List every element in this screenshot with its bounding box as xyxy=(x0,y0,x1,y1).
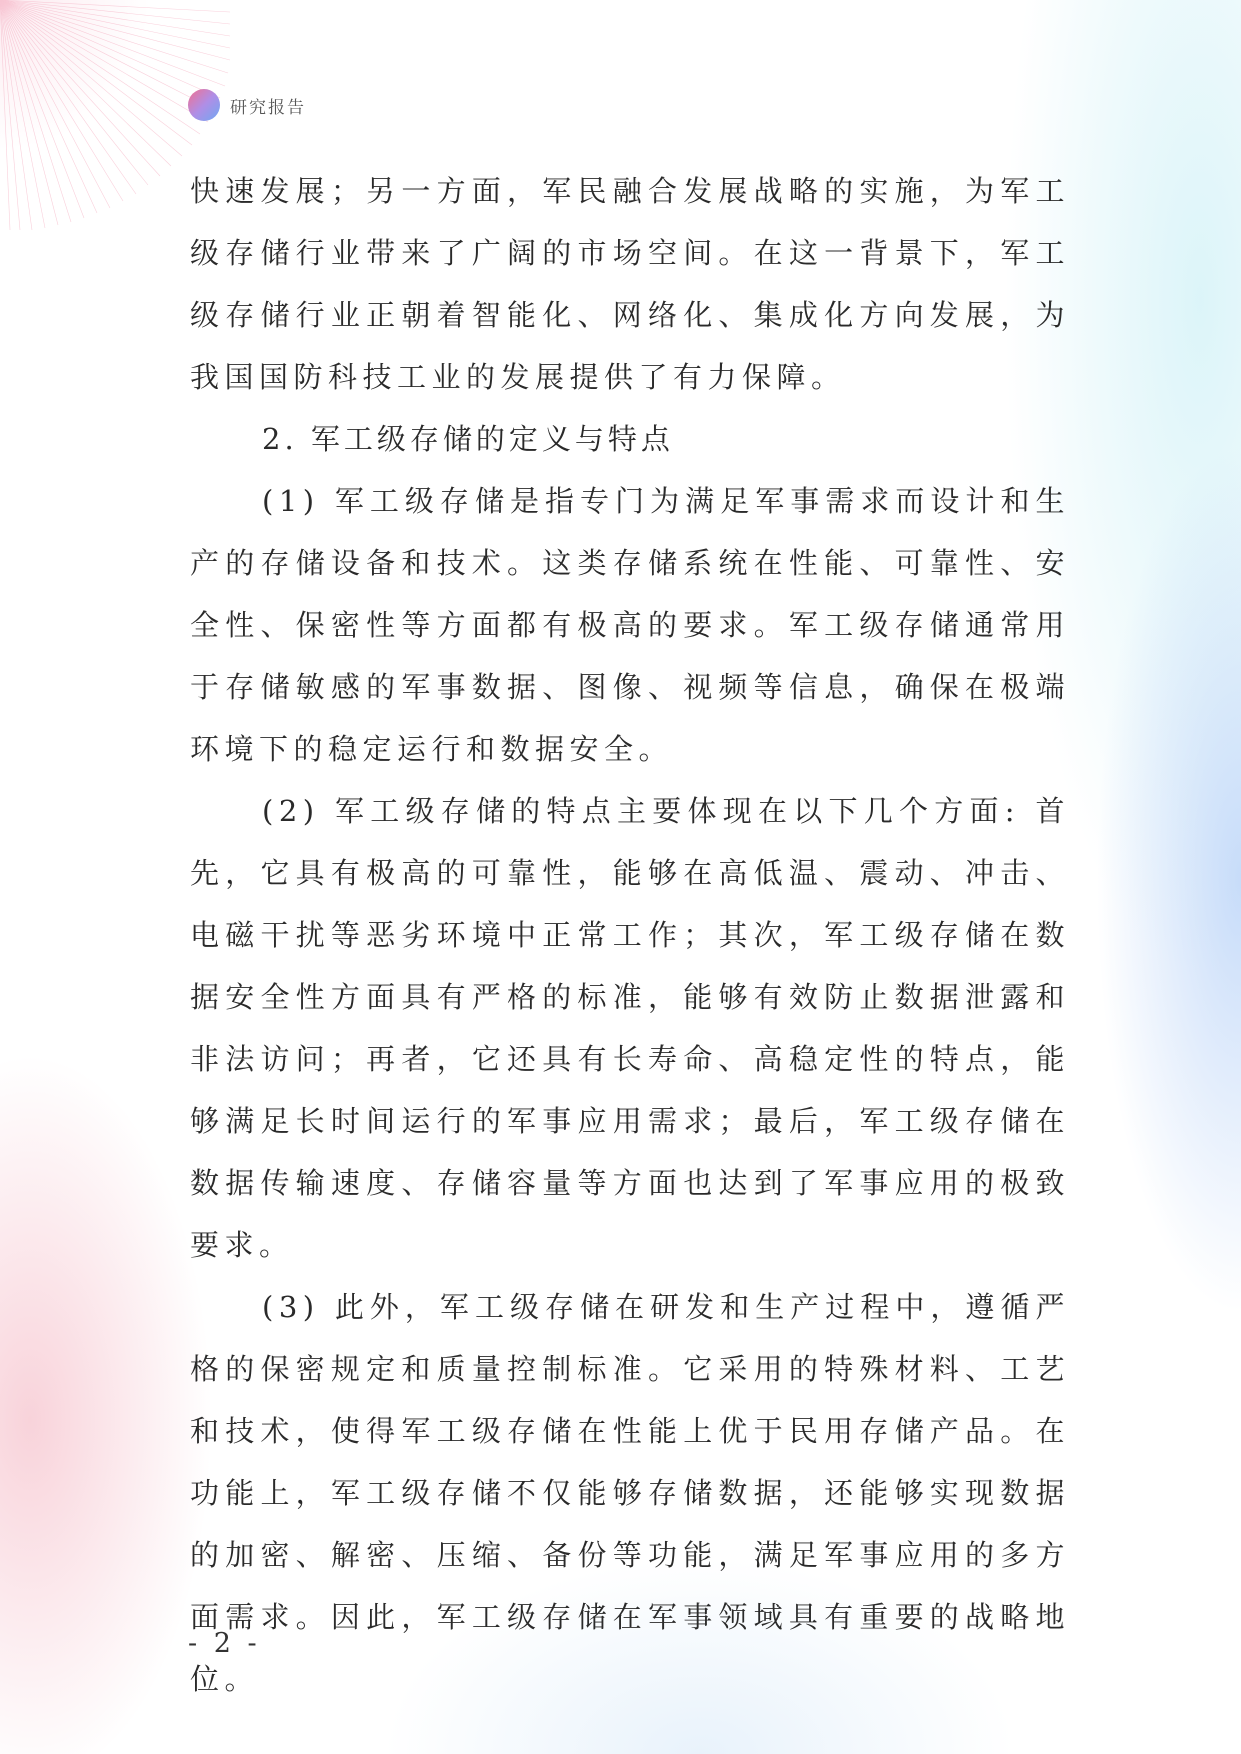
report-logo-icon xyxy=(188,89,220,121)
document-body xyxy=(190,160,1070,1710)
section-heading: 2. 军工级存储的定义与特点 xyxy=(262,422,674,456)
report-header xyxy=(188,89,306,121)
paragraph-continuation: 快速发展；另一方面，军民融合发展战略的实施，为军工级存储行业带来了广阔的市场空间。在这一背景下，军工级存储行业正朝着智能化、网络化、集成化方向发展，为我国国防科技工业的发展提供了有力保障。 xyxy=(190,174,1070,394)
paragraph-characteristics: (2) 军工级存储的特点主要体现在以下几个方面: 首先，它具有极高的可靠性，能够在高低温、震动、冲击、电磁干扰等恶劣环境中正常工作；其次，军工级存储在数据安全性方面具有严格的标准，能够有效防止数据泄露和非法访问；再者，它还具有长寿命、高稳定性的特点，能够满足长时间运行的军事应用需求；最后，军工级存储在数据传输速度、存储容量等方面也达到了军事应用的极致要求。 xyxy=(190,794,1070,1262)
page-number: - 2 - xyxy=(188,1628,261,1659)
paragraph-additional: (3) 此外，军工级存储在研发和生产过程中，遵循严格的保密规定和质量控制标准。它采用的特殊材料、工艺和技术，使得军工级存储在性能上优于民用存储产品。在功能上，军工级存储不仅能够存储数据，还能够实现数据的加密、解密、压缩、备份等功能，满足军事应用的多方面需求。因此，军工级存储在军事领域具有重要的战略地位。 xyxy=(190,1290,1070,1696)
report-header-title: 研究报告 xyxy=(230,97,306,118)
paragraph-definition: (1) 军工级存储是指专门为满足军事需求而设计和生产的存储设备和技术。这类存储系统在性能、可靠性、安全性、保密性等方面都有极高的要求。军工级存储通常用于存储敏感的军事数据、图像、视频等信息，确保在极端环境下的稳定运行和数据安全。 xyxy=(190,484,1070,766)
